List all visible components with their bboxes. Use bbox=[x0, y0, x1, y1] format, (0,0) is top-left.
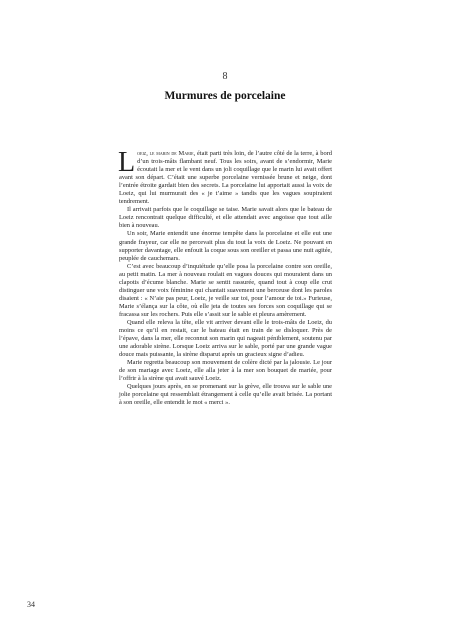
paragraph-1 bbox=[118, 147, 332, 206]
paragraph-6: Marie regretta beaucoup son mouvement de colère dicté par la jalousie. Le jour de son mariage avec Loeiz, elle alla jeter à la mer son bouquet de mariée, pour l’offrir à la sirène qui avait sauvé Loeiz. bbox=[119, 359, 332, 383]
drop-cap: L bbox=[118, 147, 136, 178]
paragraph-5: Quand elle releva la tête, elle vit arriver devant elle le trois-mâts de Loeiz, du moins ce qu’il en restait, car le bateau était en train de se disloquer. Près de l’épave, dans la mer, elle reconnut son marin qui nageait péniblement, soutenu par une adorable sirène. Lorsque Loeiz arriva sur le sable, porté par une grande vague douce mais puissante, la sirène disparut après un gracieux signe d’adieu. bbox=[119, 318, 332, 359]
paragraph-3: Un soir, Marie entendit une énorme tempête dans la porcelaine et elle eut une grande frayeur, car elle ne percevait plus du tout la voix de Loeiz. Ne pouvant en supporter davantage, elle enfouit la coque sous son oreiller et passa une nuit agitée, peuplée de cauchemars. bbox=[119, 230, 332, 262]
paragraph-2: Il arrivait parfois que le coquillage se taise. Marie savait alors que le bateau de Loeiz rencontrait quelque difficulté, et elle attendait avec angoisse que tout aille bien à nouveau. bbox=[119, 206, 332, 230]
paragraph-7: Quelques jours après, en se promenant sur la grève, elle trouva sur le sable une jolie porcelaine qui ressemblait étrangement à celle qu’elle avait brisée. La portant à son oreille, elle entendit le mot « merci ». bbox=[119, 383, 332, 407]
lead-in-smallcaps: oeiz, le marin de Marie bbox=[137, 150, 194, 157]
chapter-title: Murmures de porcelaine bbox=[164, 90, 286, 102]
story-text bbox=[118, 147, 332, 408]
chapter-number: 8 bbox=[222, 71, 228, 82]
paragraph-text: , était parti très loin, de l’autre côté de la terre, à bord d’un trois-mâts flambant neuf. Tous les soirs, avant de s’endormir, Marie écoutait la mer et le vent dans un joli coquillage que le marin lui avait offert avant son départ. C’était une superbe porcelaine vernissée brune et neige, dont l’entrée étroite gardait bien des secrets. La porcelaine lui apportait aussi la voix de Loeiz, qui lui murmurait des « je t’aime » tandis que les vagues soupiraient tendrement. bbox=[119, 150, 332, 206]
paragraph-4: C’est avec beaucoup d’inquiétude qu’elle posa la porcelaine contre son oreille, au petit matin. La mer à nouveau roulait en vagues douces qui mouraient dans un clapotis d’écume blanche. Marie se sentit rassurée, quand tout à coup elle crut distinguer une voix féminine qui chantait suavement une berceuse dont les paroles disaient : « N’aie pas peur, Loeiz, je veille sur toi, pour l’amour de toi.» Furieuse, Marie s’élança sur la côte, où elle jeta de toutes ses forces son coquillage qui se fracassa sur les rochers. Puis elle s’assit sur le sable et pleura amèrement. bbox=[119, 262, 332, 318]
page-number: 34 bbox=[27, 600, 35, 609]
